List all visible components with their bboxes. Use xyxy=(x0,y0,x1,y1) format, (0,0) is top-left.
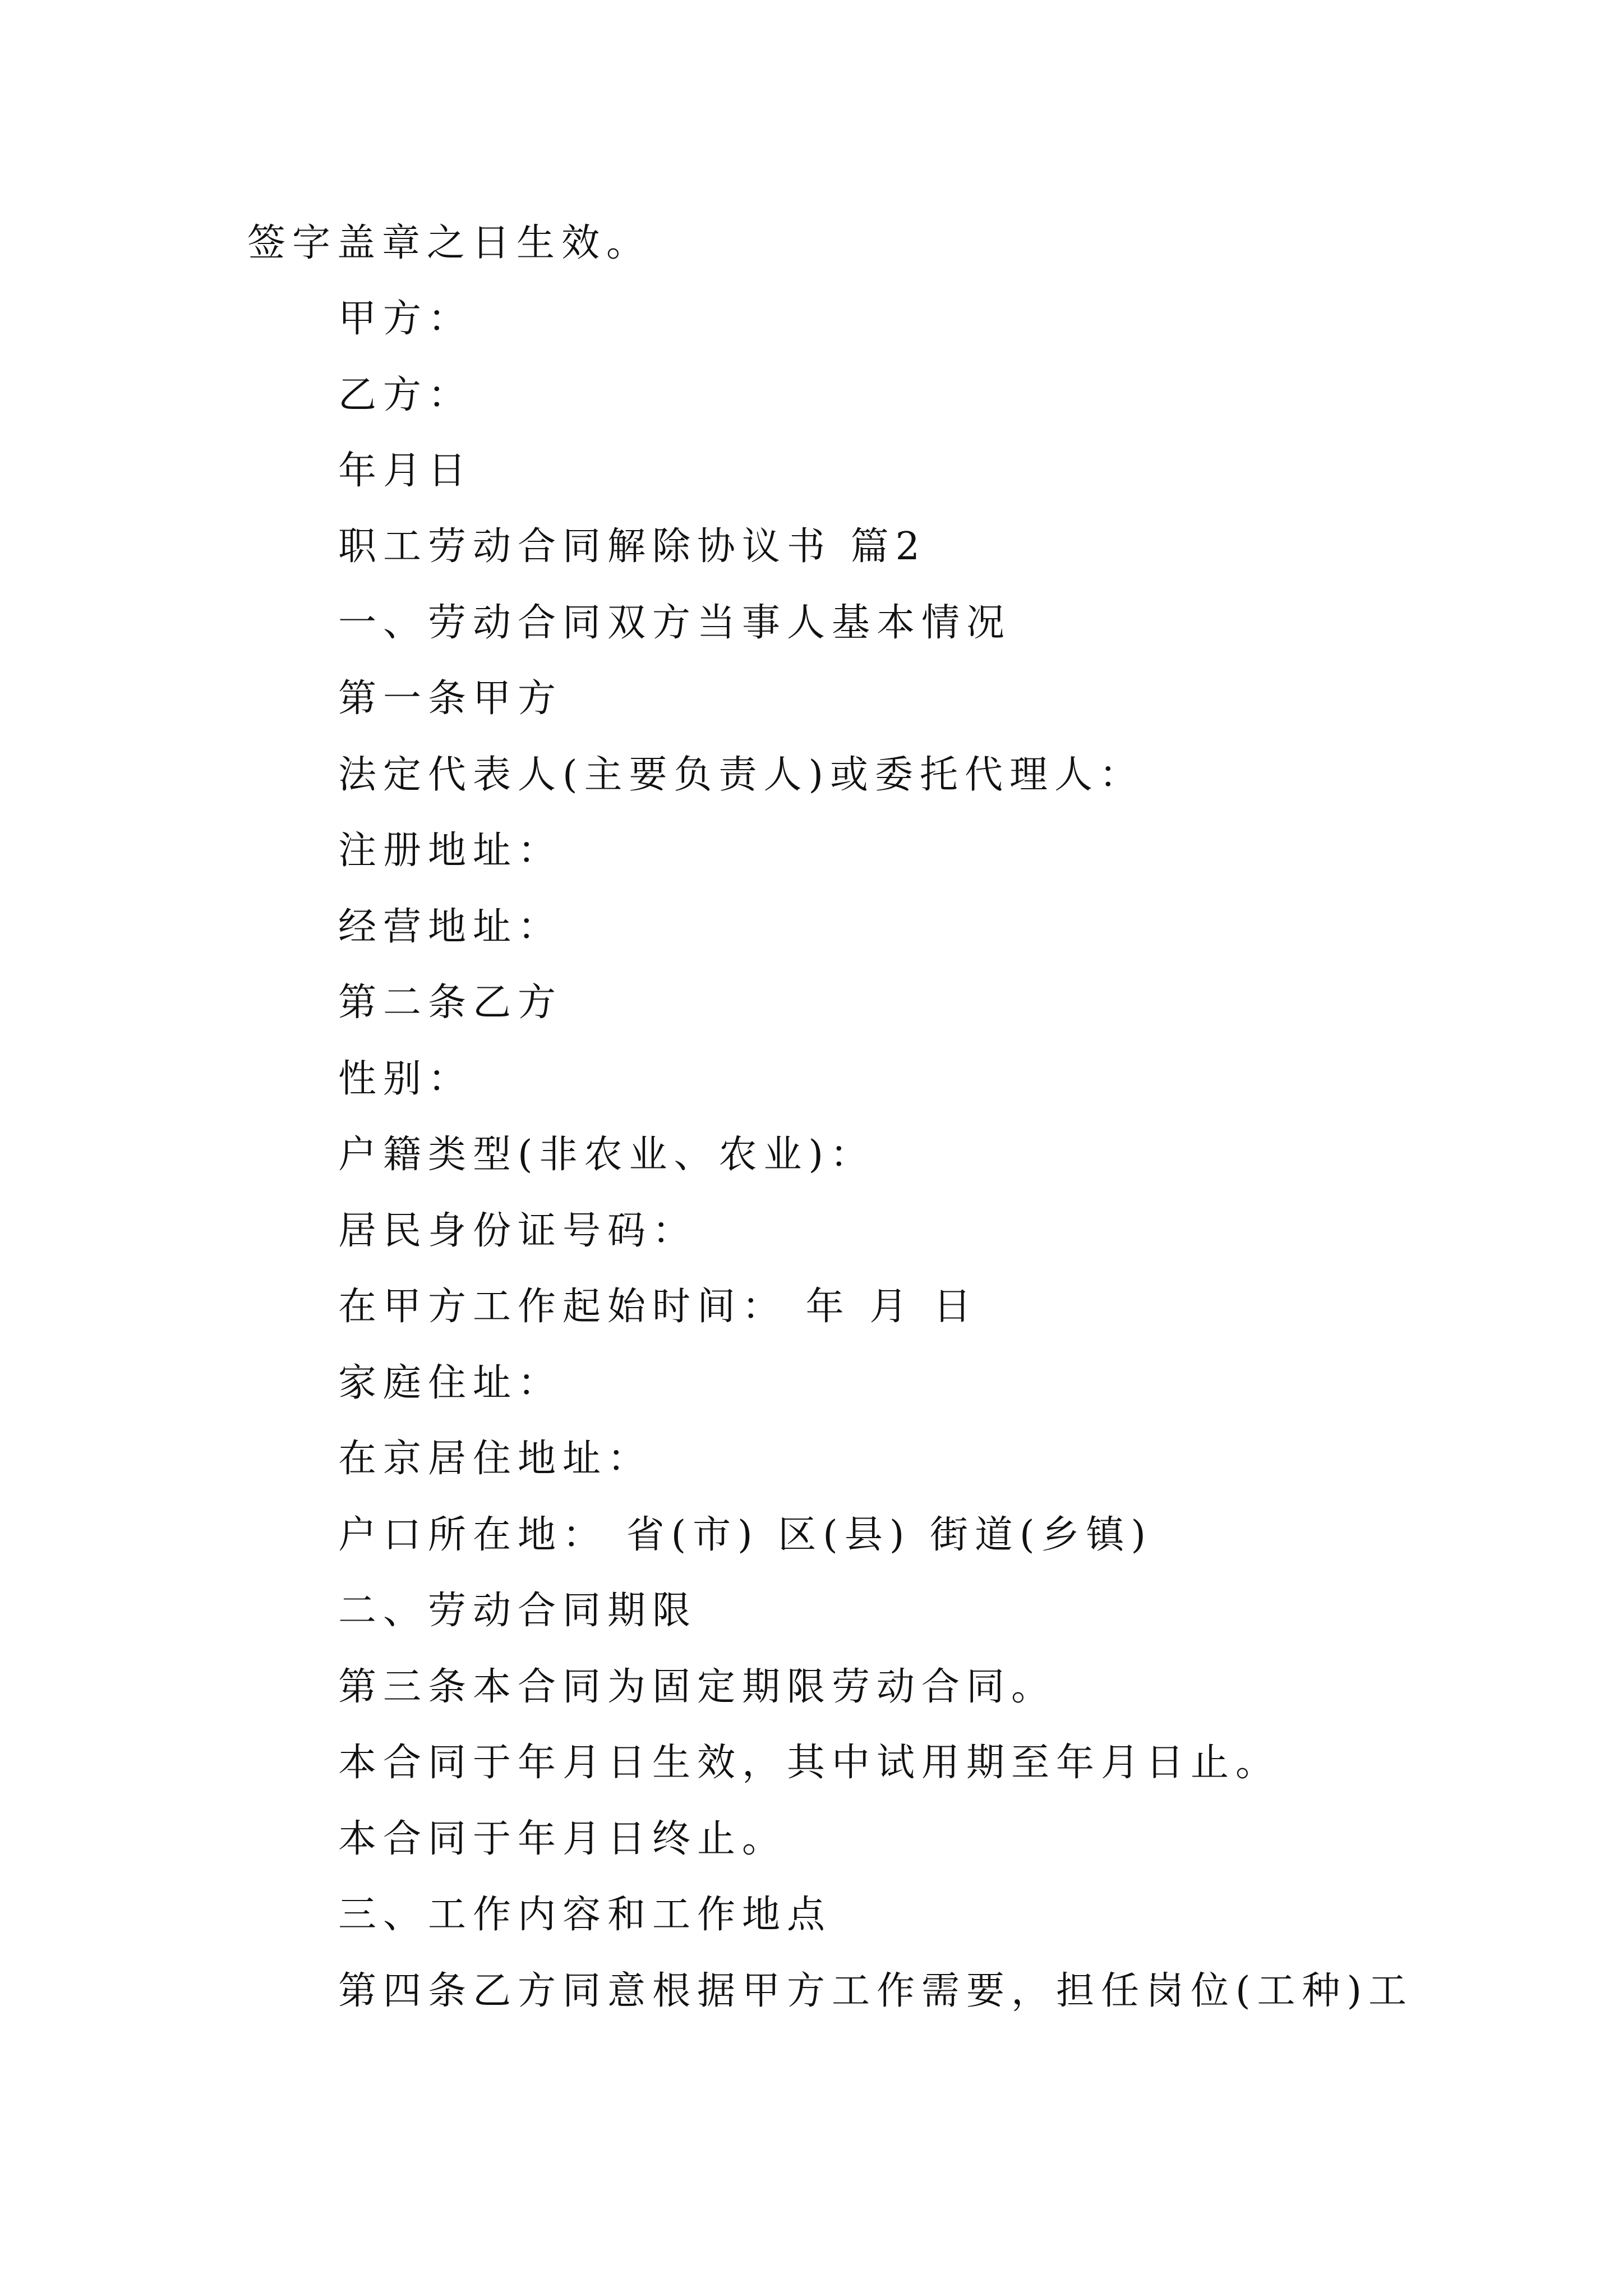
text-line-article-2: 第二条乙方 xyxy=(338,981,563,1025)
text-line-date: 年月日 xyxy=(338,449,473,493)
text-line-registered-address: 注册地址： xyxy=(338,829,563,873)
text-line-beijing-address: 在京居住地址： xyxy=(338,1437,653,1481)
text-line-legal-rep: 法定代表人(主要负责人)或委托代理人： xyxy=(338,753,1145,797)
text-line-section-3: 三、工作内容和工作地点 xyxy=(338,1893,832,1937)
text-line-effective-date: 本合同于年月日生效，其中试用期至年月日止。 xyxy=(338,1741,1281,1785)
text-line-home-address: 家庭住址： xyxy=(338,1361,563,1405)
text-line-section-1: 一、劳动合同双方当事人基本情况 xyxy=(338,601,1012,645)
text-line-hukou-location: 户口所在地： 省(市) 区(县) 街道(乡镇) xyxy=(338,1513,1153,1557)
text-line-article-1: 第一条甲方 xyxy=(338,677,563,721)
text-line-party-a: 甲方： xyxy=(338,297,473,341)
text-line-section-2: 二、劳动合同期限 xyxy=(338,1589,698,1633)
text-line-id-number: 居民身份证号码： xyxy=(338,1209,698,1253)
text-line-termination-date: 本合同于年月日终止。 xyxy=(338,1817,787,1861)
text-line-start-date: 在甲方工作起始时间： 年 月 日 xyxy=(338,1285,978,1329)
text-line-effective: 签字盖章之日生效。 xyxy=(247,221,652,265)
text-line-household-type: 户籍类型(非农业、农业)： xyxy=(338,1133,875,1177)
text-line-article-4: 第四条乙方同意根据甲方工作需要，担任岗位(工种)工 xyxy=(338,1969,1414,2013)
text-line-article-3: 第三条本合同为固定期限劳动合同。 xyxy=(338,1665,1057,1709)
text-line-business-address: 经营地址： xyxy=(338,905,563,949)
text-line-party-b: 乙方： xyxy=(338,373,473,417)
text-line-gender: 性别： xyxy=(338,1057,473,1101)
section-heading: 职工劳动合同解除协议书 篇2 xyxy=(338,524,926,569)
